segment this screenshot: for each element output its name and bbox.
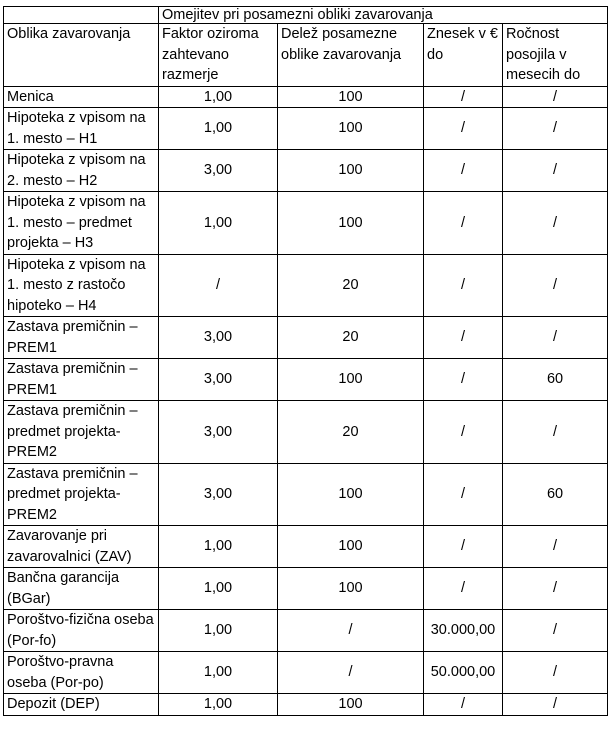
cell-oblika: Depozit (DEP) <box>4 694 159 716</box>
cell-faktor: 1,00 <box>159 568 278 610</box>
cell-rocnost: / <box>503 694 608 716</box>
cell-faktor: 1,00 <box>159 694 278 716</box>
table-row <box>4 526 608 568</box>
cell-znesek: / <box>424 150 503 192</box>
table-row <box>4 401 608 464</box>
cell-faktor: 1,00 <box>159 108 278 150</box>
cell-oblika: Hipoteka z vpisom na 1. mesto – H1 <box>4 108 159 150</box>
cell-oblika: Zastava premičnin – PREM1 <box>4 359 159 401</box>
group-header-cell: Omejitev pri posamezni obliki zavarovanja <box>159 7 608 24</box>
cell-delez: 100 <box>278 568 424 610</box>
cell-rocnost: / <box>503 108 608 150</box>
group-header-row <box>4 7 608 24</box>
cell-znesek: 50.000,00 <box>424 652 503 694</box>
column-header-row <box>4 24 608 87</box>
cell-rocnost: / <box>503 652 608 694</box>
cell-znesek: / <box>424 568 503 610</box>
table-row <box>4 610 608 652</box>
cell-delez: / <box>278 652 424 694</box>
cell-rocnost: / <box>503 86 608 108</box>
cell-delez: 100 <box>278 359 424 401</box>
cell-rocnost: / <box>503 317 608 359</box>
cell-rocnost: / <box>503 610 608 652</box>
cell-faktor: 1,00 <box>159 86 278 108</box>
cell-znesek: / <box>424 108 503 150</box>
cell-rocnost: / <box>503 568 608 610</box>
cell-delez: 20 <box>278 401 424 464</box>
table-row <box>4 317 608 359</box>
table-row <box>4 108 608 150</box>
cell-oblika: Zastava premičnin – predmet projekta-PREM2 <box>4 401 159 464</box>
column-header: Delež posamezne oblike zavarovanja <box>278 24 424 87</box>
table-row <box>4 463 608 526</box>
cell-oblika: Hipoteka z vpisom na 2. mesto – H2 <box>4 150 159 192</box>
table-row <box>4 359 608 401</box>
column-header: Znesek v € do <box>424 24 503 87</box>
cell-oblika: Zastava premičnin – predmet projekta-PREM2 <box>4 463 159 526</box>
cell-rocnost: 60 <box>503 359 608 401</box>
column-header: Oblika zavarovanja <box>4 24 159 87</box>
cell-oblika: Poroštvo-pravna oseba (Por-po) <box>4 652 159 694</box>
cell-delez: 100 <box>278 192 424 255</box>
cell-oblika: Zavarovanje pri zavarovalnici (ZAV) <box>4 526 159 568</box>
table-row <box>4 694 608 716</box>
cell-rocnost: / <box>503 526 608 568</box>
cell-oblika: Hipoteka z vpisom na 1. mesto z rastočo hipoteko – H4 <box>4 254 159 317</box>
cell-rocnost: 60 <box>503 463 608 526</box>
table-row <box>4 254 608 317</box>
cell-znesek: / <box>424 86 503 108</box>
cell-znesek: / <box>424 526 503 568</box>
cell-delez: 100 <box>278 694 424 716</box>
cell-delez: / <box>278 610 424 652</box>
cell-oblika: Menica <box>4 86 159 108</box>
cell-faktor: 3,00 <box>159 150 278 192</box>
cell-faktor: 3,00 <box>159 463 278 526</box>
cell-rocnost: / <box>503 254 608 317</box>
cell-faktor: 3,00 <box>159 317 278 359</box>
cell-znesek: / <box>424 317 503 359</box>
cell-rocnost: / <box>503 401 608 464</box>
cell-oblika: Hipoteka z vpisom na 1. mesto – predmet projekta – H3 <box>4 192 159 255</box>
table-row <box>4 568 608 610</box>
column-header: Ročnost posojila v mesecih do <box>503 24 608 87</box>
cell-znesek: / <box>424 192 503 255</box>
cell-oblika: Zastava premičnin – PREM1 <box>4 317 159 359</box>
cell-oblika: Bančna garancija (BGar) <box>4 568 159 610</box>
cell-delez: 100 <box>278 463 424 526</box>
cell-faktor: 1,00 <box>159 526 278 568</box>
column-header: Faktor oziroma zahtevano razmerje <box>159 24 278 87</box>
collateral-limits-table <box>3 6 608 716</box>
cell-delez: 100 <box>278 150 424 192</box>
cell-znesek: / <box>424 463 503 526</box>
cell-znesek: / <box>424 401 503 464</box>
cell-rocnost: / <box>503 150 608 192</box>
cell-delez: 100 <box>278 526 424 568</box>
table-row <box>4 652 608 694</box>
cell-znesek: 30.000,00 <box>424 610 503 652</box>
cell-rocnost: / <box>503 192 608 255</box>
table-row <box>4 86 608 108</box>
cell-znesek: / <box>424 694 503 716</box>
cell-faktor: 3,00 <box>159 359 278 401</box>
cell-faktor: 1,00 <box>159 610 278 652</box>
cell-faktor: / <box>159 254 278 317</box>
cell-delez: 100 <box>278 86 424 108</box>
table-body <box>4 7 608 716</box>
cell-faktor: 1,00 <box>159 652 278 694</box>
table-row <box>4 192 608 255</box>
cell-delez: 20 <box>278 317 424 359</box>
cell-znesek: / <box>424 359 503 401</box>
cell-delez: 20 <box>278 254 424 317</box>
empty-corner-cell <box>4 7 159 24</box>
cell-faktor: 1,00 <box>159 192 278 255</box>
cell-znesek: / <box>424 254 503 317</box>
cell-faktor: 3,00 <box>159 401 278 464</box>
cell-delez: 100 <box>278 108 424 150</box>
cell-oblika: Poroštvo-fizična oseba (Por-fo) <box>4 610 159 652</box>
table-row <box>4 150 608 192</box>
